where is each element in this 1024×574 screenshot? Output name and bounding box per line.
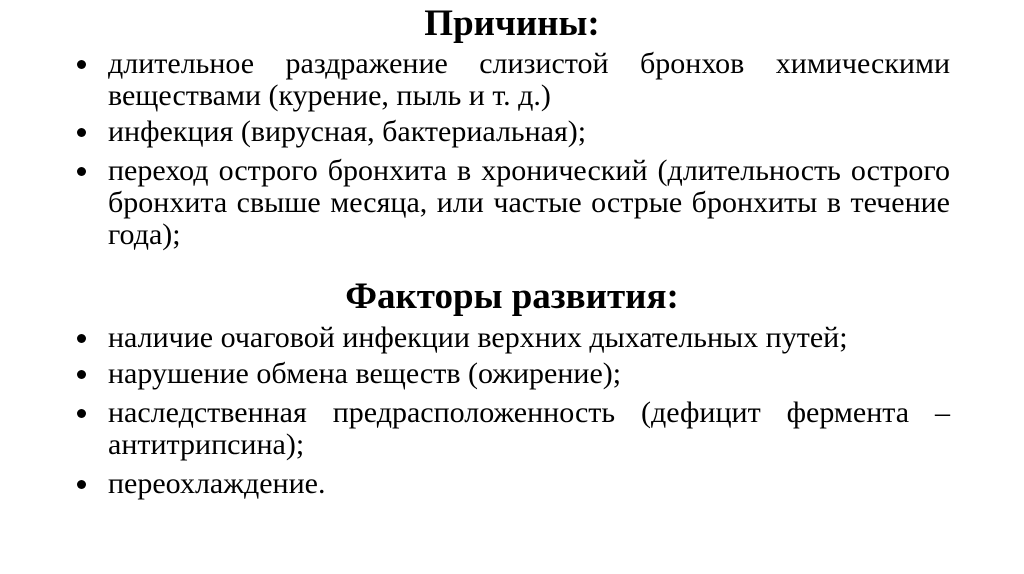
list-item: наследственная предрасположенность (дефицит фермента – антитрипсина); [0,397,950,461]
factors-heading: Факторы развития: [345,276,679,317]
bullet-icon [77,128,86,137]
bullet-icon [77,409,86,418]
causes-list [0,48,1024,251]
list-item: переохлаждение. [0,468,950,500]
list-item: наличие очаговой инфекции верхних дыхательных путей; [0,322,950,354]
bullet-icon [77,167,86,176]
list-item: длительное раздражение слизистой бронхов химическими веществами (курение, пыль и т. д.) [0,48,950,112]
causes-heading: Причины: [424,3,600,44]
factors-list [0,322,1024,500]
bullet-icon [77,480,86,489]
bullet-icon [77,370,86,379]
list-item: нарушение обмена веществ (ожирение); [0,358,950,390]
bullet-icon [77,60,86,69]
bullet-icon [77,334,86,343]
list-item: инфекция (вирусная, бактериальная); [0,116,950,148]
list-item: переход острого бронхита в хронический (длительность острого бронхита свыше месяца, или частые острые бронхиты в течение года); [0,155,950,251]
